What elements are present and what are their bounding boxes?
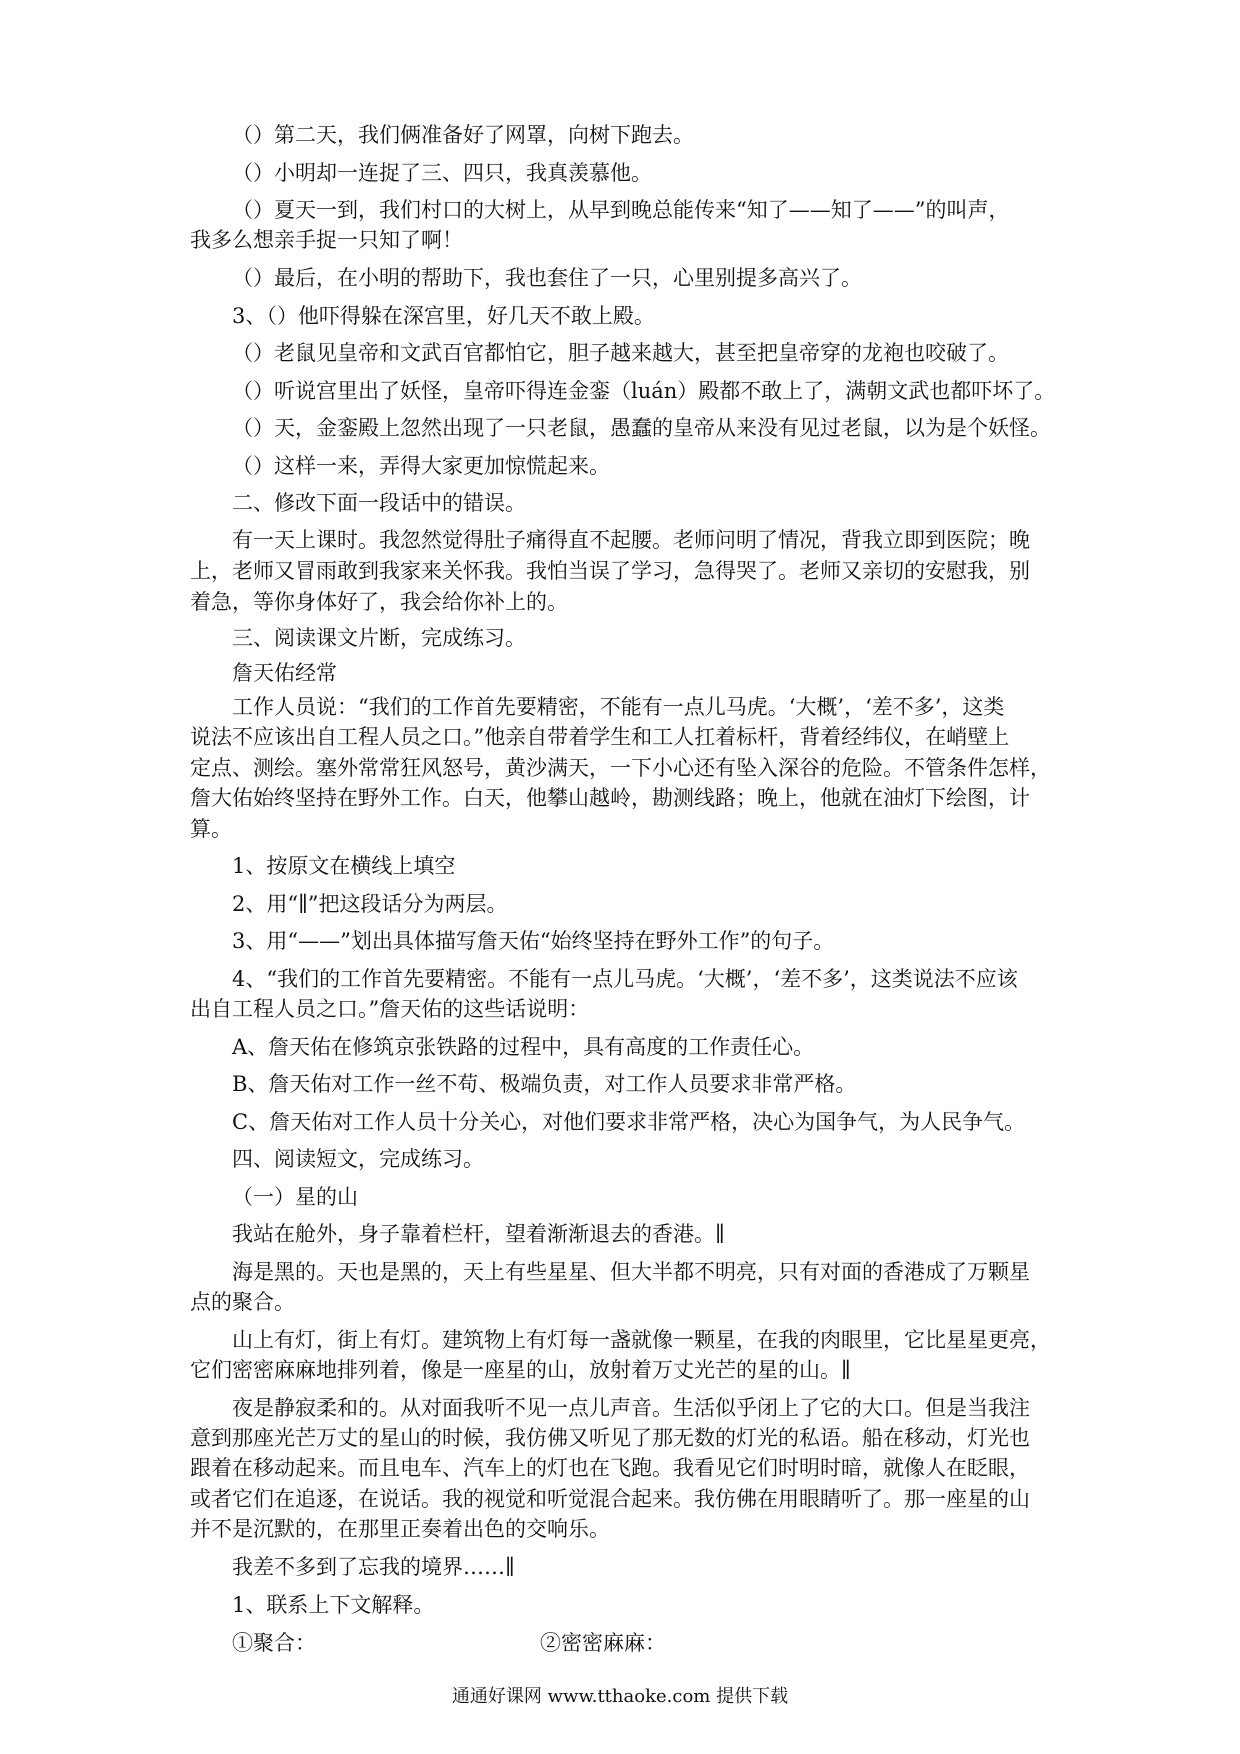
- question-line: 2、用“∥”把这段话分为两层。: [232, 892, 508, 916]
- story-line: 夜是静寂柔和的。从对面我听不见一点儿声音。生活似乎闭上了它的大口。但是当我注: [232, 1396, 1030, 1420]
- story-line: 海是黑的。天也是黑的，天上有些星星、但大半都不明亮，只有对面的香港成了万颗星: [232, 1260, 1030, 1284]
- ordering-item: （）第二天，我们俩准备好了网罩，向树下跑去。: [232, 123, 694, 147]
- part4-heading: 四、阅读短文，完成练习。: [232, 1147, 484, 1171]
- question-line: 4、“我们的工作首先要精密。不能有一点儿马虎。‘大概’，‘差不多’，这类说法不应该: [232, 967, 1018, 991]
- story-line: 它们密密麻麻地排列着，像是一座星的山，放射着万丈光芒的星的山。∥: [190, 1358, 851, 1382]
- ordering-item: （）夏天一到，我们村口的大树上，从早到晚总能传来“知了——知了——”的叫声，: [232, 198, 1010, 222]
- part2-line: 着急，等你身体好了，我会给你补上的。: [190, 590, 568, 614]
- story-line: 并不是沉默的，在那里正奏着出色的交响乐。: [190, 1517, 610, 1541]
- story-line: 跟着在移动起来。而且电车、汽车上的灯也在飞跑。我看见它们时明时暗，就像人在眨眼，: [190, 1456, 1030, 1480]
- ordering-item: （）小明却一连捉了三、四只，我真羡慕他。: [232, 161, 652, 185]
- question-3-item: （）这样一来，弄得大家更加惊慌起来。: [232, 454, 610, 478]
- choice-option-b: B、詹天佑对工作一丝不苟、极端负责，对工作人员要求非常严格。: [232, 1072, 857, 1096]
- passage-line: 说法不应该出自工程人员之口。”他亲自带着学生和工人扛着标杆，背着经纬仪，在峭壁上: [190, 725, 1010, 749]
- part4-subtitle: （一）星的山: [232, 1185, 358, 1209]
- question-line: 1、联系上下文解释。: [232, 1593, 435, 1617]
- blank-label-2: ②密密麻麻：: [540, 1631, 666, 1655]
- question-line: 出自工程人员之口。”詹天佑的这些话说明：: [190, 997, 590, 1021]
- question-line: 3、用“——”划出具体描写詹天佑“始终坚持在野外工作”的句子。: [232, 929, 835, 953]
- part2-heading: 二、修改下面一段话中的错误。: [232, 491, 526, 515]
- question-3-item: （）老鼠见皇帝和文武百官都怕它，胆子越来越大，甚至把皇帝穿的龙袍也咬破了。: [232, 341, 1009, 365]
- passage-line: 詹大佑始终坚持在野外工作。白天，他攀山越岭，勘测线路；晚上，他就在油灯下绘图，计: [190, 786, 1030, 810]
- part3-heading: 三、阅读课文片断，完成练习。: [232, 626, 526, 650]
- page-footer: 通通好课网 www.tthaoke.com 提供下载: [451, 1686, 789, 1707]
- question-line: 1、按原文在横线上填空: [232, 854, 456, 878]
- story-line: 或者它们在追逐，在说话。我的视觉和听觉混合起来。我仿佛在用眼睛听了。那一座星的山: [190, 1487, 1030, 1511]
- part3-title: 詹天佑经常: [232, 661, 337, 685]
- story-line: 山上有灯，街上有灯。建筑物上有灯每一盏就像一颗星，在我的肉眼里，它比星星更亮，: [232, 1328, 1051, 1352]
- blank-label-1: ①聚合：: [232, 1631, 316, 1655]
- choice-option-c: C、詹天佑对工作人员十分关心，对他们要求非常严格，决心为国争气，为人民争气。: [232, 1110, 1026, 1134]
- question-3-item: （）天，金銮殿上忽然出现了一只老鼠，愚蠢的皇帝从来没有见过老鼠，以为是个妖怪。: [232, 416, 1051, 440]
- ordering-item-continued: 我多么想亲手捉一只知了啊！: [190, 228, 463, 252]
- choice-option-a: A、詹天佑在修筑京张铁路的过程中，具有高度的工作责任心。: [232, 1035, 815, 1059]
- passage-line: 算。: [190, 817, 232, 841]
- question-3-item: （）听说宫里出了妖怪，皇帝吓得连金銮（luán）殿都不敢上了，满朝文武也都吓坏了。: [232, 379, 1056, 403]
- story-line: 点的聚合。: [190, 1290, 295, 1314]
- story-line: 我站在舱外，身子靠着栏杆，望着渐渐退去的香港。∥: [232, 1222, 725, 1246]
- part2-line: 上，老师又冒雨敢到我家来关怀我。我怕当误了学习，急得哭了。老师又亲切的安慰我，别: [190, 559, 1030, 583]
- part2-line: 有一天上课时。我忽然觉得肚子痛得直不起腰。老师问明了情况，背我立即到医院；晚: [232, 528, 1030, 552]
- ordering-item: （）最后，在小明的帮助下，我也套住了一只，心里别提多高兴了。: [232, 266, 862, 290]
- passage-line: 工作人员说：“我们的工作首先要精密，不能有一点儿马虎。‘大概’，‘差不多’，这类: [232, 695, 1005, 719]
- question-3-item: 3、（）他吓得躲在深宫里，好几天不敢上殿。: [232, 304, 655, 328]
- story-line: 意到那座光芒万丈的星山的时候，我仿佛又听见了那无数的灯光的私语。船在移动，灯光也: [190, 1426, 1030, 1450]
- passage-line: 定点、测绘。塞外常常狂风怒号，黄沙满天，一下小心还有坠入深谷的危险。不管条件怎样，: [190, 756, 1051, 780]
- story-line: 我差不多到了忘我的境界……∥: [232, 1555, 515, 1579]
